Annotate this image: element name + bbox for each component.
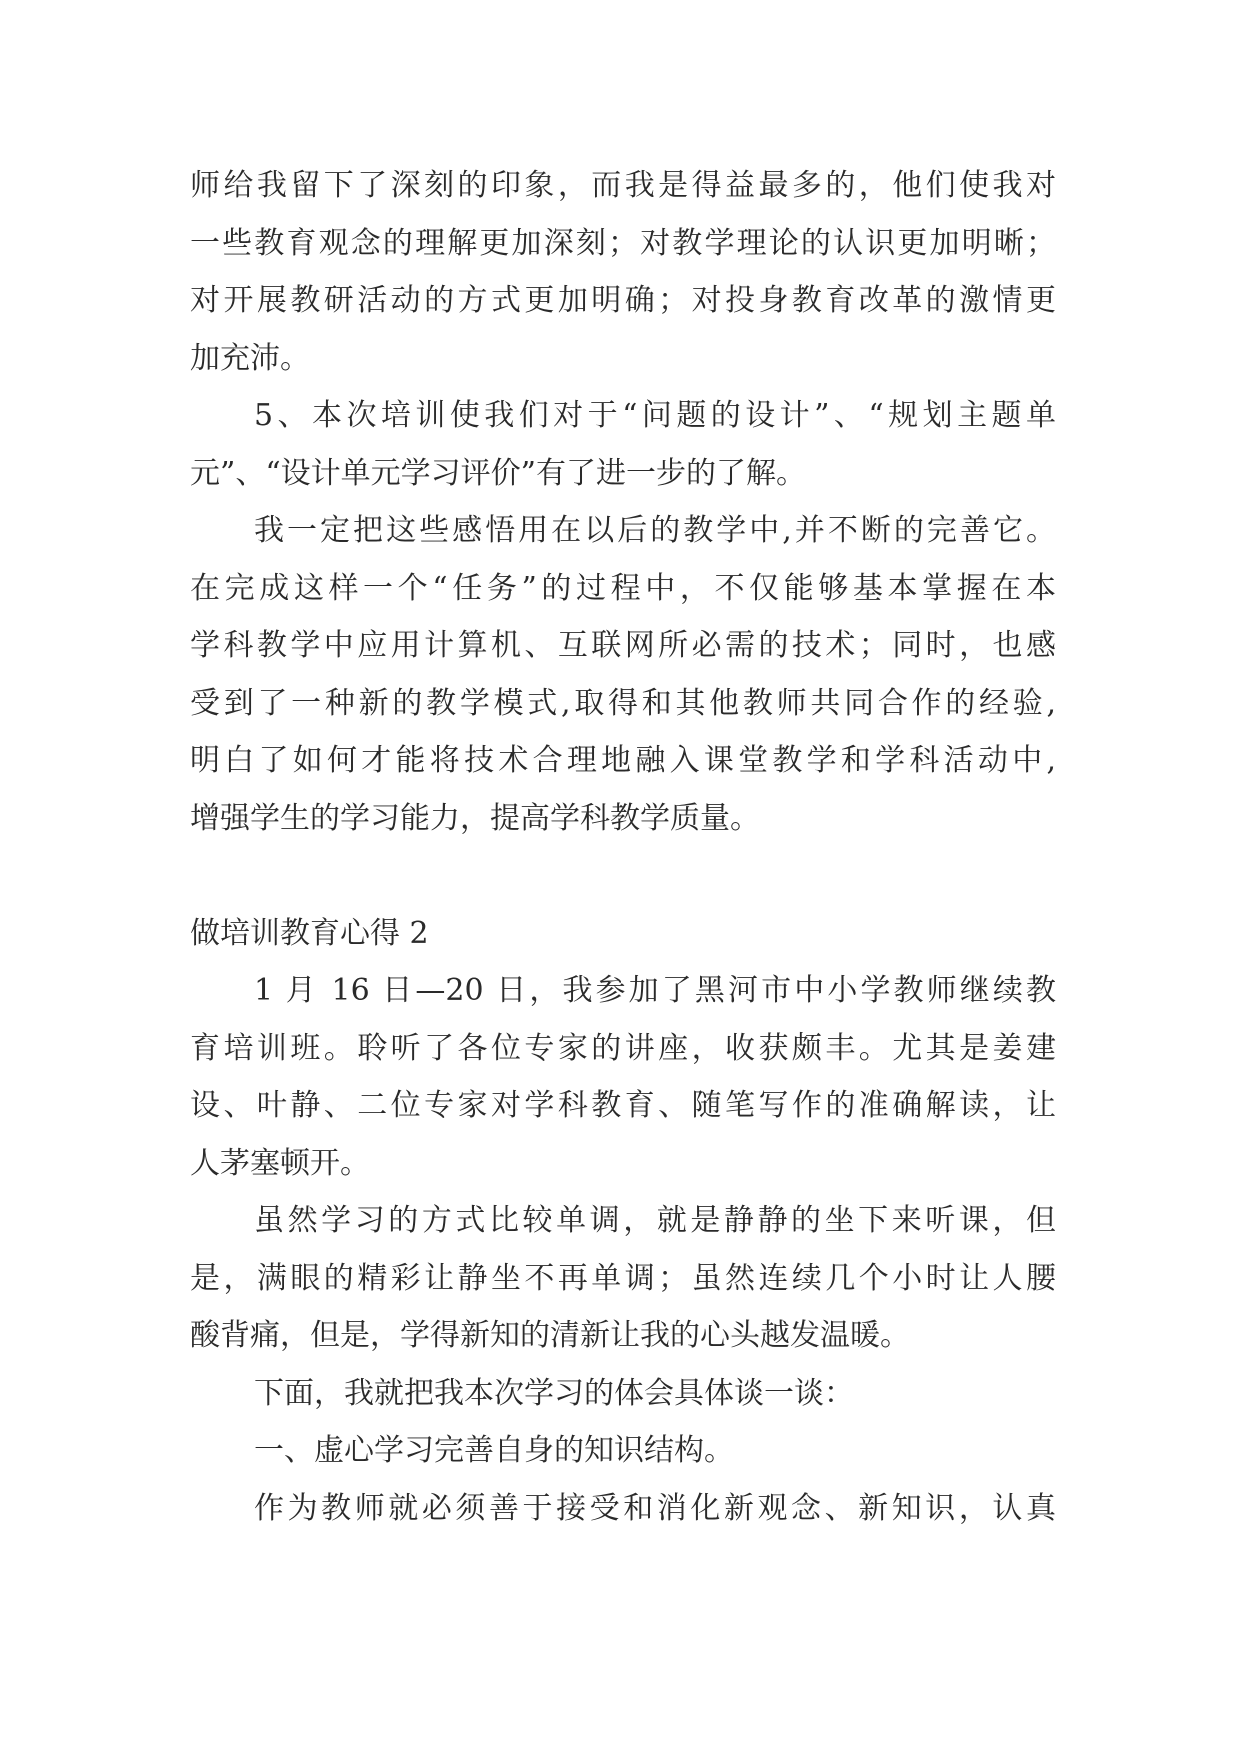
text-line: 设、叶静、二位专家对学科教育、随笔写作的准确解读，让 [190, 1088, 1056, 1123]
text-line: 人茅塞顿开。 [190, 1145, 370, 1181]
paragraph-point-1 [190, 1422, 1056, 1480]
text-line: 虽然学习的方式比较单调，就是静静的坐下来听课，但 [254, 1203, 1056, 1238]
text-line: 下面，我就把我本次学习的体会具体谈一谈： [254, 1375, 854, 1411]
text-line: 对开展教研活动的方式更加明确；对投身教育改革的激情更 [190, 283, 1056, 318]
paragraph-learning-method [190, 1192, 1056, 1365]
text-line: 育培训班。聆听了各位专家的讲座，收获颇丰。尤其是姜建 [190, 1030, 1056, 1066]
text-line: 受到了一种新的教学模式,取得和其他教师共同合作的经验, [190, 685, 1056, 721]
paragraph-continued [190, 157, 1056, 387]
text-line: 增强学生的学习能力，提高学科教学质量。 [190, 800, 760, 836]
paragraph-point-5 [190, 387, 1056, 502]
text-line: 我一定把这些感悟用在以后的教学中,并不断的完善它。 [254, 513, 1056, 548]
text-line: 师给我留下了深刻的印象，而我是得益最多的，他们使我对 [190, 168, 1056, 203]
text-line: 一、虚心学习完善自身的知识结构。 [254, 1433, 734, 1468]
text-line: 学科教学中应用计算机、互联网所必需的技术；同时，也感 [190, 628, 1056, 663]
paragraph-transition [190, 1365, 1056, 1423]
section-spacer [190, 847, 1056, 905]
section-heading: 做培训教育心得 2 [190, 915, 429, 951]
text-line: 元”、“设计单元学习评价”有了进一步的了解。 [190, 455, 807, 491]
text-line: 加充沛。 [190, 340, 310, 376]
text-line: 作为教师就必须善于接受和消化新观念、新知识，认真 [254, 1490, 1056, 1526]
text-line: 5、本次培训使我们对于“问题的设计”、“规划主题单 [254, 398, 1056, 433]
text-line: 是，满眼的精彩让静坐不再单调；虽然连续几个小时让人腰 [190, 1260, 1056, 1296]
paragraph-teacher-learning [190, 1480, 1056, 1538]
text-line: 1 月 16 日—20 日，我参加了黑河市中小学教师继续教 [254, 973, 1056, 1008]
paragraph-reflection [190, 502, 1056, 847]
text-line: 一些教育观念的理解更加深刻；对教学理论的认识更加明晰； [190, 225, 1056, 261]
paragraph-training-intro [190, 962, 1056, 1192]
text-line: 在完成这样一个“任务”的过程中，不仅能够基本掌握在本 [190, 570, 1056, 606]
text-line: 酸背痛，但是，学得新知的清新让我的心头越发温暖。 [190, 1318, 910, 1353]
document-body [190, 157, 1056, 1537]
text-line: 明白了如何才能将技术合理地融入课堂教学和学科活动中, [190, 743, 1056, 778]
